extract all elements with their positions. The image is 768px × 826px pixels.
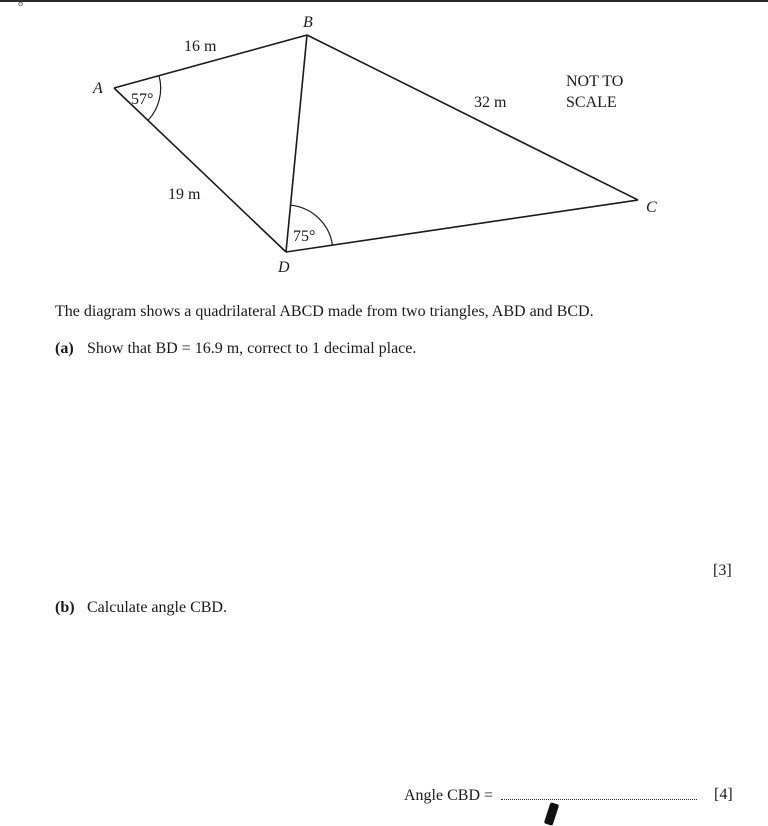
vertex-label-b: B: [303, 14, 313, 31]
side-label-ab: 16 m: [184, 38, 217, 55]
side-label-ad: 19 m: [168, 186, 201, 203]
part-a-label: (a): [55, 340, 74, 357]
edge-da: [114, 88, 286, 252]
vertex-label-a: A: [93, 80, 103, 97]
angle-label-d: 75°: [293, 228, 316, 245]
intro-text: The diagram shows a quadrilateral ABCD made from two triangles, ABD and BCD.: [55, 303, 594, 320]
part-b-label: (b): [55, 599, 75, 616]
not-to-scale-line2: SCALE: [566, 94, 617, 111]
vertex-label-d: D: [278, 259, 290, 276]
quadrilateral-diagram: [0, 0, 768, 290]
answer-line[interactable]: [501, 787, 697, 800]
edge-cd: [286, 200, 638, 252]
part-b-text: Calculate angle CBD.: [87, 599, 227, 616]
part-a-text: Show that BD = 16.9 m, correct to 1 decimal place.: [87, 340, 417, 357]
part-a-marks: [3]: [713, 562, 732, 579]
answer-prefix: Angle CBD =: [404, 787, 494, 804]
edge-bc: [307, 35, 638, 200]
part-b-question: [55, 598, 227, 618]
vertex-label-c: C: [646, 199, 657, 216]
diagonal-bd: [286, 35, 307, 252]
side-label-bc: 32 m: [474, 94, 507, 111]
part-a-question: [55, 339, 416, 359]
part-b-marks: [4]: [714, 786, 733, 803]
not-to-scale-line1: NOT TO: [566, 73, 624, 90]
angle-label-a: 57°: [131, 91, 154, 108]
page-mark: 8: [18, 0, 23, 9]
